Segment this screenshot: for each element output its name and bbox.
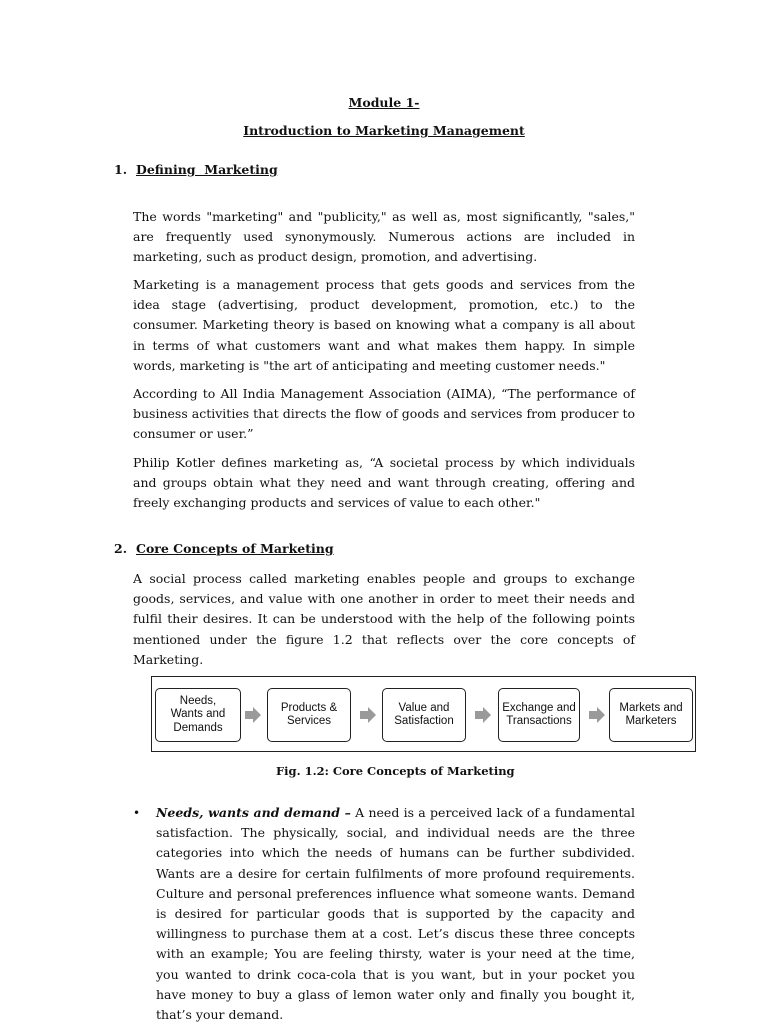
bullet-term: Needs, wants and demand – (156, 805, 351, 820)
section-1-paragraph-4: Philip Kotler defines marketing as, “A societal process by which individuals and groups obtain what they need and want through creating, offering and freely exchanging products and services of value to each other." (133, 455, 635, 511)
section-2-title: Core Concepts of Marketing (136, 541, 334, 556)
section-2-heading (114, 541, 334, 556)
diagram-box-exchange: Exchange and Transactions (498, 688, 580, 742)
arrow-right-icon (245, 707, 261, 723)
core-concepts-diagram (151, 676, 696, 752)
section-1-title: Defining Marketing (136, 162, 278, 177)
section-1-paragraph-3: According to All India Management Association (AIMA), “The performance of business activities that directs the flow of goods and services from producer to consumer or user.” (133, 386, 635, 442)
diagram-box-markets: Markets and Marketers (609, 688, 693, 742)
section-1-number: 1. (114, 162, 128, 177)
section-1-heading (114, 162, 278, 177)
figure-caption: Fig. 1.2: Core Concepts of Marketing (276, 764, 515, 778)
arrow-right-icon (475, 707, 491, 723)
section-1-paragraph-2: Marketing is a management process that gets goods and services from the idea stage (advertising, product development, promotion, etc.) to the consumer. Marketing theory is based on knowing what a company is all about in terms of what customers want and what makes them happy. In simple words, marketing is "the art of anticipating and meeting customer needs." (133, 277, 635, 373)
section-1-paragraph-1: The words "marketing" and "publicity," as well as, most significantly, "sales," are frequently used synonymously. Numerous actions are included in marketing, such as product design, promotion, and advertising. (133, 209, 635, 265)
arrow-right-icon (589, 707, 605, 723)
diagram-box-needs: Needs, Wants and Demands (155, 688, 241, 742)
bullet-marker: • (133, 806, 141, 820)
bullet-text: A need is a perceived lack of a fundamental satisfaction. The physically, social, and individual needs are the three categories into which the needs of humans can be further subdivided. Wants are a desire for certain fulfilments of more profound requirements. Culture and personal preferences influence what someone wants. Demand is desired for particular goods that is supported by the capacity and willingness to purchase them at a cost. Let’s discus these three concepts with an example; You are feeling thirsty, water is your need at the time, you wanted to drink coca-cola that is you want, but in your pocket you have money to buy a glass of lemon water only and finally you bought it, that’s your demand. (156, 805, 635, 1023)
diagram-box-value: Value and Satisfaction (382, 688, 466, 742)
bullet-paragraph (156, 803, 635, 1025)
module-subtitle: Introduction to Marketing Management (243, 123, 525, 138)
module-title: Module 1- (348, 95, 420, 110)
diagram-box-products: Products & Services (267, 688, 351, 742)
section-2-number: 2. (114, 541, 128, 556)
arrow-right-icon (360, 707, 376, 723)
section-2-paragraph: A social process called marketing enables people and groups to exchange goods, services, and value with one another in order to meet their needs and fulfil their desires. It can be understood with the help of the following points mentioned under the figure 1.2 that reflects over the core concepts of Marketing. (133, 571, 635, 667)
